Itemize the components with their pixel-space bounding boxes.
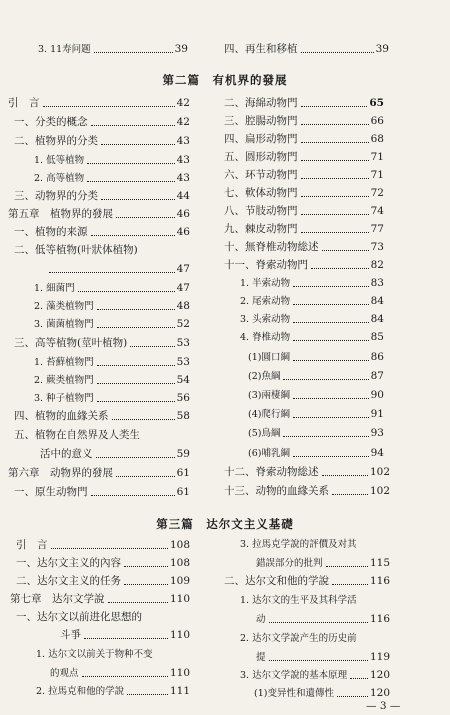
leader-dots <box>350 678 368 679</box>
toc-entry-page: 74 <box>370 205 384 217</box>
toc-entry-page: 116 <box>369 575 390 587</box>
toc-entry <box>240 314 384 325</box>
toc-entry <box>224 206 384 217</box>
toc-entry-page: 43 <box>176 135 190 147</box>
leader-dots <box>326 566 368 567</box>
toc-entry <box>224 188 384 199</box>
toc-entry-label: 2. 达尔文学說产生的历史前 <box>240 633 357 644</box>
leader-dots <box>97 383 175 384</box>
toc-entry <box>34 173 190 184</box>
toc-entry <box>224 486 390 497</box>
toc-entry <box>224 242 384 253</box>
toc-entry-label: 1. 苔蘚植物門 <box>34 357 94 368</box>
toc-entry-label: 2. 拉馬克和他的学說 <box>36 686 125 697</box>
toc-entry <box>224 152 384 163</box>
toc-entry <box>34 301 190 312</box>
toc-entry <box>248 448 384 459</box>
toc-entry-page: 108 <box>169 539 190 551</box>
toc-entry <box>34 357 190 368</box>
toc-entry-label: 四、再生和移植 <box>224 43 298 55</box>
toc-entry-page: 102 <box>369 485 390 497</box>
toc-entry-page: 52 <box>176 318 190 330</box>
toc-entry-label: (1)变异性和遺傳性 <box>254 688 334 699</box>
toc-entry-label: 九、棘皮动物門 <box>224 223 298 235</box>
toc-entry-page: 61 <box>176 486 190 498</box>
toc-entry-label: 二、植物界的分类 <box>14 135 98 147</box>
toc-entry <box>224 170 384 181</box>
toc-entry-label: 五、植物在自然界及人类生 <box>14 429 140 441</box>
toc-entry-page: 116 <box>369 613 390 625</box>
toc-entry-label: 3. 菌菌植物門 <box>34 319 94 330</box>
toc-entry-page: 39 <box>375 43 389 55</box>
leader-dots <box>283 436 368 437</box>
toc-entry <box>34 375 190 386</box>
leader-dots <box>293 360 369 361</box>
toc-entry <box>240 332 384 343</box>
leader-dots <box>96 457 175 458</box>
toc-entry-label: 二、达尔文和他的学說 <box>224 575 329 587</box>
leader-dots <box>293 322 369 323</box>
toc-entry <box>14 411 190 422</box>
toc-entry-label: 三、高等植物(莖叶植物) <box>14 337 128 349</box>
part3-title: 第三篇 达尔文主义基礎 <box>156 517 294 531</box>
toc-entry-page: 42 <box>176 116 190 128</box>
toc-entry-page: 53 <box>176 356 190 368</box>
leader-dots <box>97 365 175 366</box>
toc-entry <box>254 688 390 699</box>
toc-entry <box>16 540 190 551</box>
toc-entry <box>60 630 190 641</box>
toc-entry-label: 斗爭 <box>60 629 81 641</box>
toc-entry <box>14 338 190 349</box>
toc-entry-page: 43 <box>176 172 190 184</box>
leader-dots <box>301 214 369 215</box>
toc-entry <box>248 371 384 382</box>
toc-entry-label: (1)圓口綱 <box>248 352 290 363</box>
toc-entry-label: 2. 蕨类植物門 <box>34 375 94 386</box>
toc-entry-label: 一、植物的来源 <box>14 226 88 238</box>
leader-dots <box>322 250 369 251</box>
toc-entry-label: 五、圆形动物門 <box>224 151 298 163</box>
leader-dots <box>293 304 369 305</box>
toc-entry-label: 1. 細菌門 <box>34 283 75 294</box>
leader-dots <box>269 660 368 661</box>
toc-entry-page: 43 <box>176 154 190 166</box>
toc-entry-label: 引 言 <box>8 97 40 109</box>
leader-dots <box>322 475 368 476</box>
toc-entry <box>46 264 190 275</box>
toc-entry-label: 提 <box>256 652 266 663</box>
toc-entry-page: 84 <box>370 295 384 307</box>
toc-entry <box>224 134 384 145</box>
toc-entry-page: 71 <box>370 169 384 181</box>
leader-dots <box>130 346 174 347</box>
toc-entry-label: 3. 达尔文学說的基本原理 <box>240 670 348 681</box>
toc-entry-page: 82 <box>370 259 384 271</box>
toc-entry-label: 活中的意义 <box>40 448 93 460</box>
leader-dots <box>293 398 369 399</box>
part2-title: 第二篇 有机界的發展 <box>162 73 288 87</box>
toc-entry-page: 71 <box>370 151 384 163</box>
toc-entry-label: 1. 低等植物 <box>34 155 85 166</box>
leader-dots <box>301 124 369 125</box>
leader-dots <box>97 327 175 328</box>
leader-dots <box>91 495 175 496</box>
toc-entry <box>8 209 190 220</box>
toc-entry-page: 87 <box>370 370 384 382</box>
toc-entry-label: 三、动物界的分类 <box>14 190 98 202</box>
toc-entry <box>248 428 384 439</box>
toc-entry-page: 61 <box>176 467 190 479</box>
toc-entry <box>34 319 190 330</box>
leader-dots <box>293 456 369 457</box>
toc-entry <box>14 227 190 238</box>
toc-entry-page: 109 <box>169 575 190 587</box>
toc-entry-page: 73 <box>370 241 384 253</box>
toc-entry-label: 十二、脊索动物総述 <box>224 466 319 478</box>
toc-entry-page: 108 <box>169 557 190 569</box>
leader-dots <box>43 106 175 107</box>
toc-entry-label: 四、扁形动物門 <box>224 133 298 145</box>
toc-entry-label: 的观点 <box>50 668 79 679</box>
toc-entry-label: 第七章 达尔文学說 <box>10 593 105 605</box>
toc-entry-page: 115 <box>369 557 390 569</box>
toc-entry-label: 錯誤部分的批判 <box>256 558 323 569</box>
toc-entry-page: 85 <box>370 331 384 343</box>
leader-dots <box>124 566 168 567</box>
toc-entry-label: 3. 11寿问题 <box>38 44 91 55</box>
leader-dots <box>101 144 175 145</box>
toc-entry <box>224 467 390 478</box>
leader-dots <box>112 419 175 420</box>
toc-entry <box>16 576 190 587</box>
toc-entry-label: (6)哺乳綱 <box>248 448 290 459</box>
toc-entry-page: 47 <box>176 282 190 294</box>
toc-entry <box>224 260 384 271</box>
toc-entry-label: 引 言 <box>16 539 48 551</box>
leader-dots <box>78 291 175 292</box>
toc-entry <box>34 393 190 404</box>
toc-entry-page: 102 <box>369 466 390 478</box>
toc-entry <box>14 117 190 128</box>
toc-entry-top-right <box>224 44 389 55</box>
toc-entry-label: 2. 高等植物 <box>34 173 85 184</box>
toc-entry-page: 68 <box>370 133 384 145</box>
toc-entry-label: 三、腔腸动物門 <box>224 115 298 127</box>
toc-entry <box>36 686 190 697</box>
toc-entry-label: 八、节肢动物門 <box>224 205 298 217</box>
toc-entry <box>40 449 190 460</box>
toc-entry-label: 一、原生动物門 <box>14 486 88 498</box>
toc-entry <box>10 594 190 605</box>
leader-dots <box>87 181 175 182</box>
toc-entry-label: (5)鳥綱 <box>248 428 281 439</box>
toc-entry-page: 120 <box>369 669 390 681</box>
toc-entry <box>256 652 390 663</box>
toc-entry-label: 3. 头索动物 <box>240 314 291 325</box>
toc-entry-page: 120 <box>369 687 390 699</box>
toc-entry <box>16 558 190 569</box>
toc-entry-label: 二、低等植物(叶狀体植物) <box>14 244 138 256</box>
toc-entry <box>248 409 384 420</box>
leader-dots <box>301 196 369 197</box>
leader-dots <box>301 178 369 179</box>
toc-entry <box>240 296 384 307</box>
toc-entry-label: 六、环节动物門 <box>224 169 298 181</box>
toc-entry <box>224 98 384 109</box>
toc-entry-label: 第五章 植物界的發展 <box>8 208 113 220</box>
leader-dots <box>51 548 168 549</box>
toc-entry <box>50 668 190 679</box>
toc-entry <box>14 487 190 498</box>
leader-dots <box>108 602 168 603</box>
toc-entry-page: 110 <box>169 629 190 641</box>
leader-dots <box>127 694 168 695</box>
toc-entry-page: 86 <box>370 351 384 363</box>
toc-entry-page: 56 <box>176 392 190 404</box>
leader-dots <box>283 379 368 380</box>
leader-dots <box>293 340 369 341</box>
toc-entry <box>8 98 190 109</box>
leader-dots <box>301 160 369 161</box>
toc-entry <box>248 352 384 363</box>
leader-dots <box>91 235 175 236</box>
toc-entry <box>14 136 190 147</box>
toc-entry <box>34 155 190 166</box>
toc-entry-page: 110 <box>169 593 190 605</box>
toc-entry-label: 十、無脊椎动物総述 <box>224 241 319 253</box>
leader-dots <box>301 232 369 233</box>
toc-entry-label: 一、分类的概念 <box>14 116 88 128</box>
leader-dots <box>94 52 173 53</box>
toc-entry-page: 72 <box>370 187 384 199</box>
toc-entry-page: 83 <box>370 277 384 289</box>
toc-entry-page: 42 <box>176 97 190 109</box>
toc-entry-page: 90 <box>370 389 384 401</box>
toc-entry-label: 四、植物的血緣关系 <box>14 410 109 422</box>
toc-entry-page: 39 <box>174 43 188 55</box>
toc-entry <box>240 278 384 289</box>
toc-entry-page: 66 <box>370 115 384 127</box>
leader-dots <box>269 622 368 623</box>
toc-entry <box>14 191 190 202</box>
toc-entry <box>224 576 390 587</box>
toc-entry <box>8 468 190 479</box>
toc-entry-label: 动 <box>256 614 266 625</box>
toc-entry-label: 3. 拉馬克学說的評價及对其 <box>240 539 357 550</box>
leader-dots <box>87 163 175 164</box>
leader-dots <box>82 676 168 677</box>
toc-entry-label: 第六章 动物界的發展 <box>8 467 113 479</box>
leader-dots <box>49 272 175 273</box>
toc-entry-label: 4. 脊椎动物 <box>240 332 291 343</box>
toc-entry-label: 1. 达尔文以前关于物种不变 <box>36 649 153 660</box>
toc-entry-label: (2)魚綱 <box>248 371 281 382</box>
toc-entry-label: 一、达尔文主义的內容 <box>16 557 121 569</box>
toc-entry-page: 46 <box>176 226 190 238</box>
toc-entry-page: 58 <box>176 410 190 422</box>
toc-entry-page: 53 <box>176 337 190 349</box>
leader-dots <box>293 286 369 287</box>
toc-entry-label: 2. 藻类植物門 <box>34 301 94 312</box>
toc-entry <box>224 116 384 127</box>
toc-entry-label: 十一、脊索动物門 <box>224 259 308 271</box>
toc-entry-page: 91 <box>370 408 384 420</box>
toc-entry-page: 110 <box>169 667 190 679</box>
toc-entry-label: (4)爬行綱 <box>248 409 290 420</box>
toc-entry-label: 十三、动物的血緣关系 <box>224 485 329 497</box>
toc-entry-label: 1. 达尔文的生平及其科学活 <box>240 595 357 606</box>
leader-dots <box>337 696 368 697</box>
toc-entry-page: 93 <box>370 427 384 439</box>
leader-dots <box>101 199 175 200</box>
toc-entry-label: 二、海綿动物門 <box>224 97 298 109</box>
toc-entry-page: 59 <box>176 448 190 460</box>
leader-dots <box>332 494 368 495</box>
leader-dots <box>84 638 168 639</box>
leader-dots <box>116 217 175 218</box>
toc-entry-label: (3)兩棲綱 <box>248 390 290 401</box>
toc-entry <box>34 283 190 294</box>
leader-dots <box>293 417 369 418</box>
leader-dots <box>332 584 368 585</box>
page-number: — 3 — <box>366 700 401 712</box>
toc-entry-page: 65 <box>369 97 384 109</box>
toc-entry-page: 119 <box>369 651 390 663</box>
toc-entry-page: 84 <box>370 313 384 325</box>
leader-dots <box>97 309 175 310</box>
toc-entry-page: 46 <box>176 208 190 220</box>
toc-entry-label: 一、达尔文以前进化思想的 <box>16 611 142 623</box>
toc-entry-top-left <box>38 44 188 55</box>
toc-entry-page: 111 <box>169 685 190 697</box>
toc-entry <box>240 670 390 681</box>
toc-entry-page: 48 <box>176 300 190 312</box>
toc-entry <box>224 224 384 235</box>
toc-entry-page: 77 <box>370 223 384 235</box>
toc-entry-label: 二、达尔文主义的任务 <box>16 575 121 587</box>
leader-dots <box>124 584 168 585</box>
toc-entry <box>256 558 390 569</box>
toc-entry <box>256 614 390 625</box>
toc-entry-label: 2. 尾索动物 <box>240 296 291 307</box>
toc-entry-page: 94 <box>370 447 384 459</box>
toc-entry-label: 七、軟体动物門 <box>224 187 298 199</box>
toc-entry-page: 47 <box>176 263 190 275</box>
leader-dots <box>311 268 369 269</box>
toc-entry-page: 44 <box>176 190 190 202</box>
toc-entry-label: 3. 种子植物門 <box>34 393 94 404</box>
toc-entry <box>248 390 384 401</box>
leader-dots <box>116 476 175 477</box>
toc-entry-label: 1. 半索动物 <box>240 278 291 289</box>
leader-dots <box>91 125 175 126</box>
toc-entry-page: 54 <box>176 374 190 386</box>
leader-dots <box>97 401 175 402</box>
leader-dots <box>301 142 369 143</box>
leader-dots <box>301 52 374 53</box>
leader-dots <box>301 106 368 107</box>
